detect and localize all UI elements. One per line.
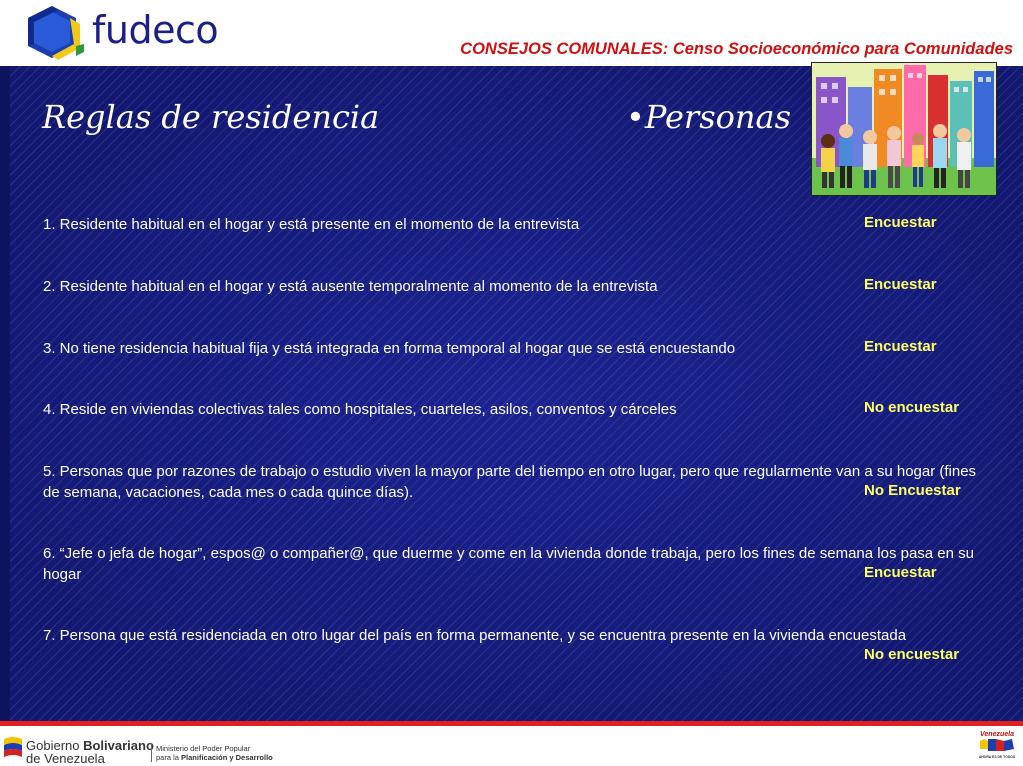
venezuela-ahora-logo	[974, 729, 1020, 761]
rule-4	[43, 399, 993, 420]
venezuela-flag-icon	[2, 735, 24, 761]
rule-verdict: Encuestar	[864, 276, 937, 293]
rule-2	[43, 276, 993, 297]
header	[0, 0, 1023, 66]
community-illustration	[811, 62, 997, 196]
gobierno-line1-regular: Gobierno	[26, 738, 84, 753]
rule-text: 3. No tiene residencia habitual fija y está integrada en forma temporal al hogar que se está encuestando	[43, 340, 736, 357]
rule-text: 4. Reside en viviendas colectivas tales como hospitales, cuarteles, asilos, conventos y cárceles	[43, 401, 677, 418]
rule-verdict: No Encuestar	[864, 482, 961, 499]
rule-verdict: No encuestar	[864, 399, 960, 416]
ministry-label	[151, 744, 273, 762]
logo-wordmark: fudeco	[92, 8, 219, 52]
bullet-title: •Personas	[626, 98, 791, 136]
venezuela-tagline: AHORA ES DE TODOS	[978, 755, 1016, 759]
gobierno-label	[26, 739, 154, 765]
ministry-line2-regular: para la	[156, 753, 182, 762]
rule-1	[43, 214, 993, 235]
rule-6	[43, 543, 993, 585]
rule-text: 7. Persona que está residenciada en otro lugar del país en forma permanente, y se encuentra presente en la vivienda encuestada	[43, 627, 907, 644]
slide-title: Reglas de residencia	[42, 98, 380, 136]
ministry-line2-bold: Planificación y Desarrollo	[181, 753, 273, 762]
gobierno-line1-bold: Bolivariano	[83, 738, 154, 753]
rule-text: 6. “Jefe o jefa de hogar”, espos@ o compañer@, que duerme y come en la vivienda donde trabaja, pero los fines de semana los pasa en su hogar	[43, 545, 975, 583]
rule-text: 1. Residente habitual en el hogar y está presente en el momento de la entrevista	[43, 216, 580, 233]
rule-verdict: Encuestar	[864, 214, 937, 231]
left-strip	[0, 66, 10, 721]
rule-7	[43, 625, 993, 646]
rule-verdict: Encuestar	[864, 338, 937, 355]
rule-3	[43, 338, 993, 359]
rule-5	[43, 461, 993, 503]
gobierno-line2: de Venezuela	[26, 751, 105, 766]
venezuela-logo-text: Venezuela	[980, 731, 1014, 738]
rule-text: 5. Personas que por razones de trabajo o estudio viven la mayor parte del tiempo en otro lugar, pero que regularmente van a su hogar (fines de semana, vacaciones, cada mes o cada quince días).	[43, 463, 977, 501]
rule-verdict: No encuestar	[864, 646, 960, 663]
header-title: CONSEJOS COMUNALES: Censo Socioeconómico para Comunidades	[460, 40, 1013, 58]
rule-text: 2. Residente habitual en el hogar y está ausente temporalmente al momento de la entrevista	[43, 278, 658, 295]
rule-verdict: Encuestar	[864, 564, 937, 581]
ministry-line1: Ministerio del Poder Popular	[156, 744, 251, 753]
